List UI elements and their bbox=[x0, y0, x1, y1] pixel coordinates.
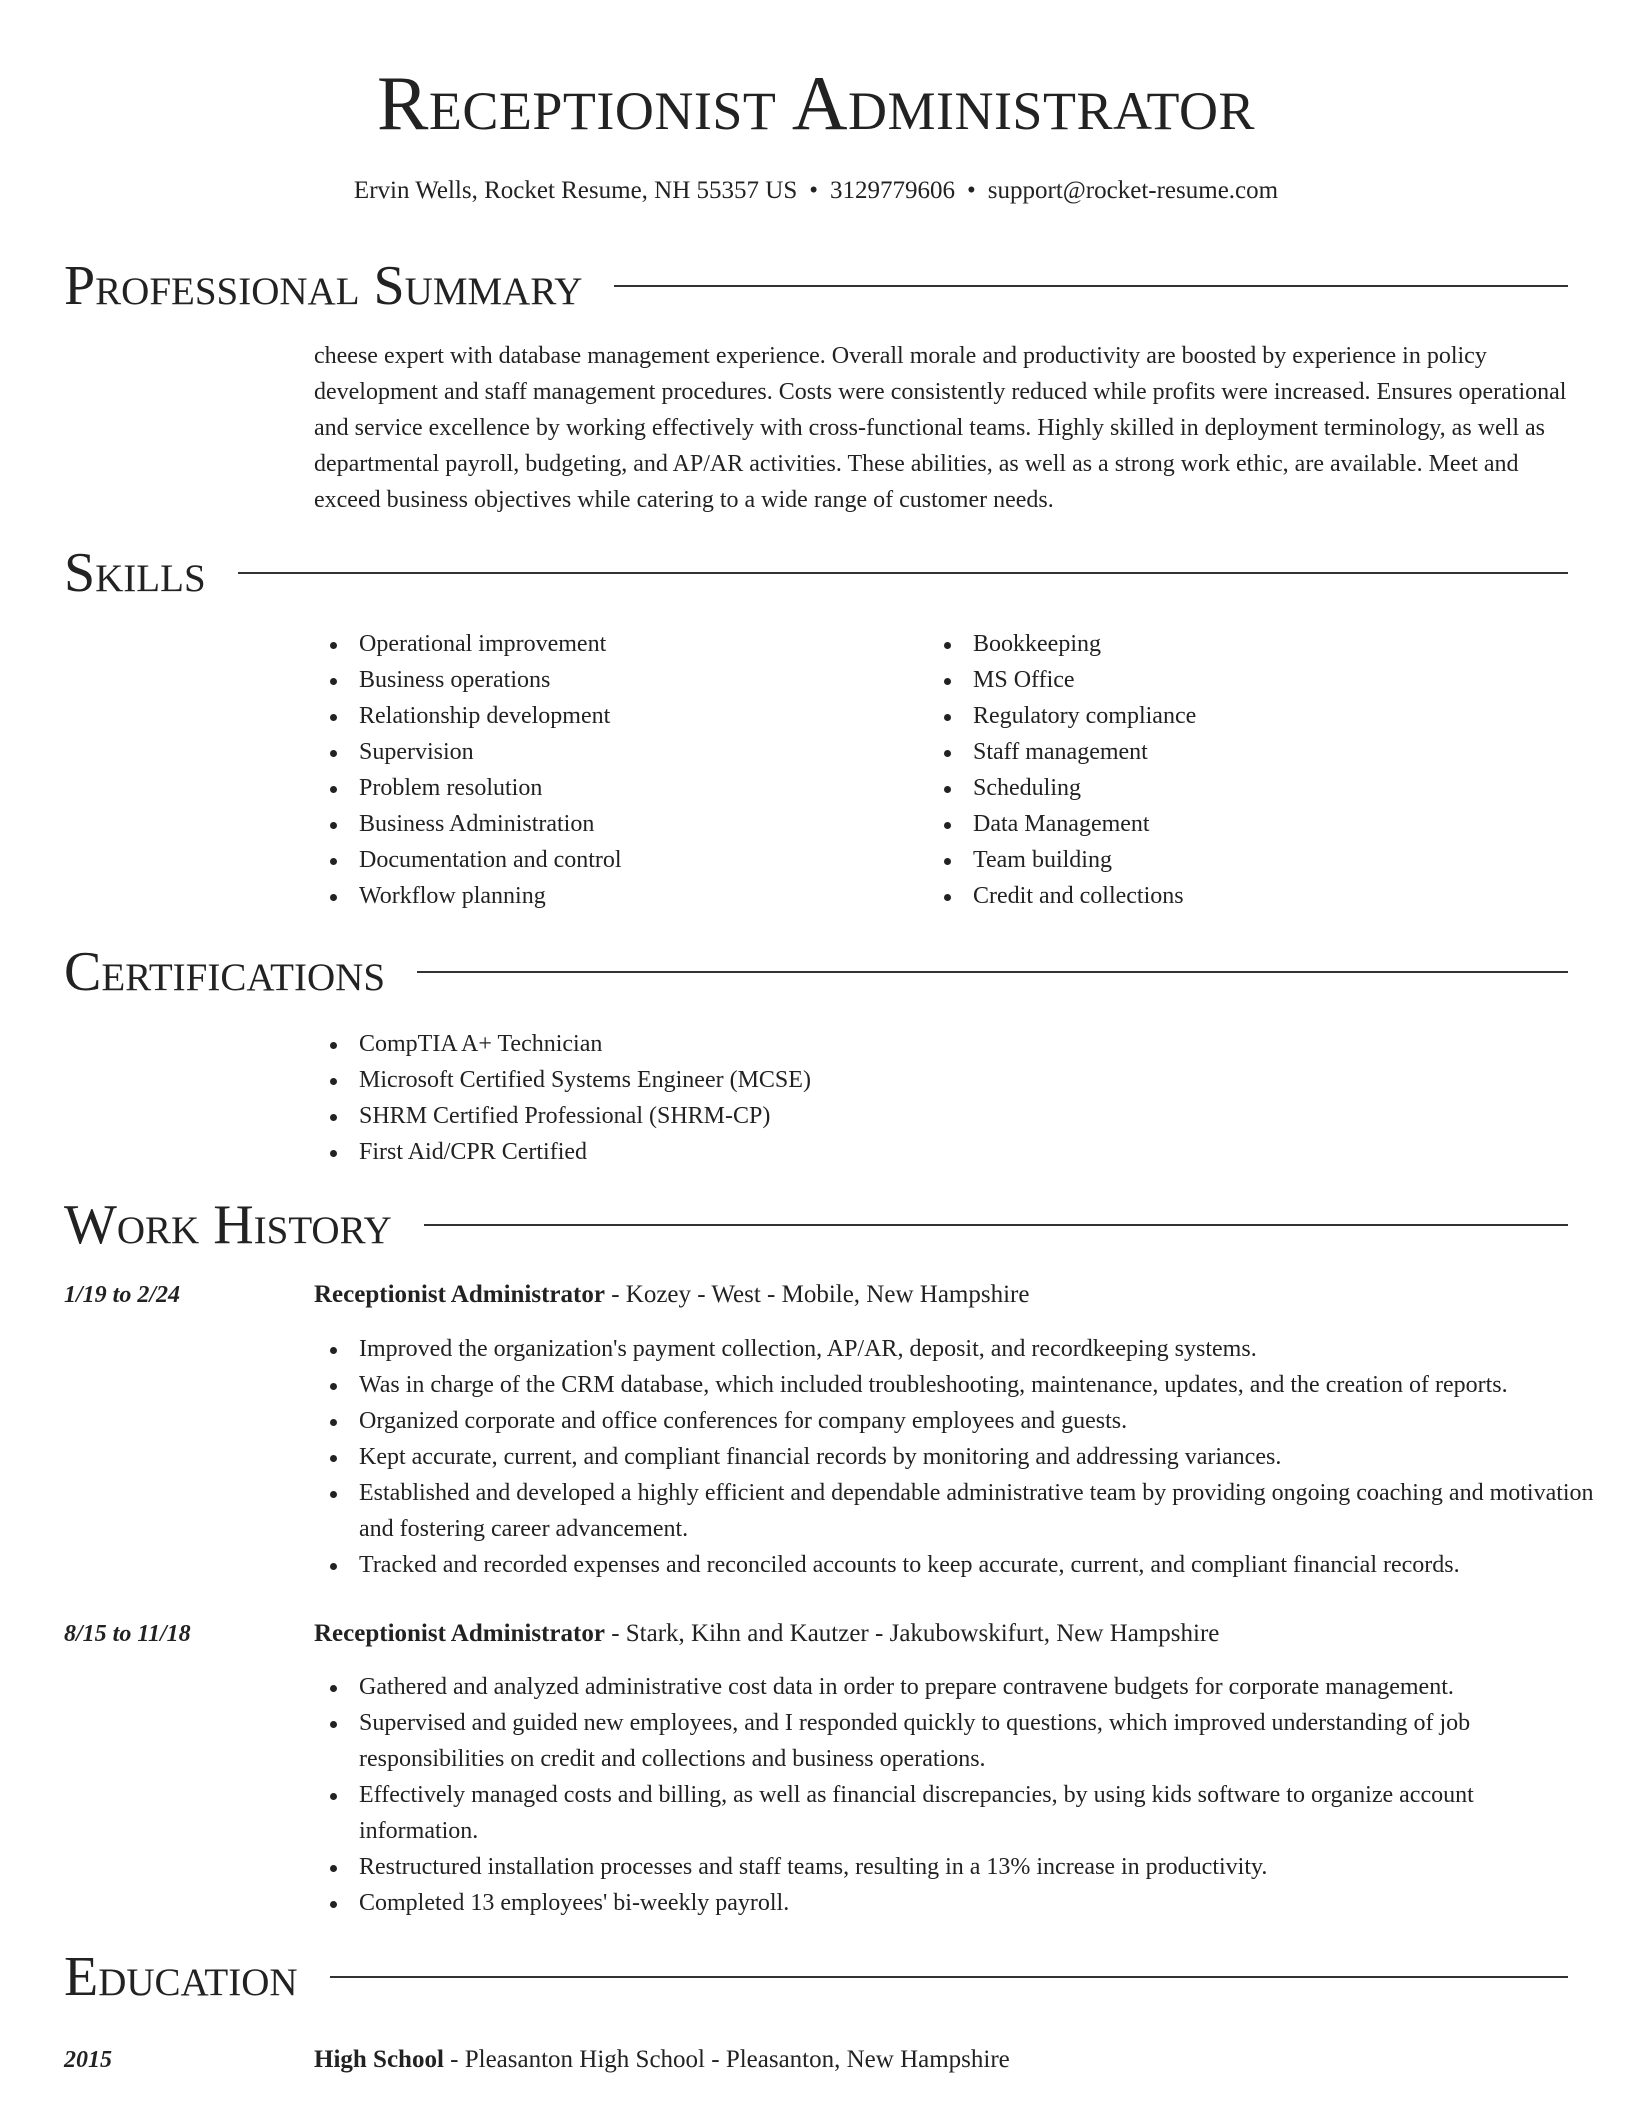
contact-line bbox=[0, 174, 1632, 208]
skill-item: Business Administration bbox=[314, 806, 622, 842]
skill-item: Regulatory compliance bbox=[928, 698, 1196, 734]
candidate-name: Receptionist Administrator bbox=[377, 60, 1255, 146]
job-bullet-item: Effectively managed costs and billing, as well as financial discrepancies, by using kids software to organize account information. bbox=[314, 1777, 1594, 1849]
contact-address: Ervin Wells, Rocket Resume, NH 55357 US bbox=[353, 177, 798, 204]
job-bullet-item: Improved the organization's payment collection, AP/AR, deposit, and recordkeeping systems. bbox=[314, 1331, 1594, 1367]
education-date: 2015 bbox=[64, 2047, 112, 2073]
skills-list-right bbox=[928, 626, 1196, 914]
skills-column-left bbox=[314, 626, 622, 914]
summary-text: cheese expert with database management experience. Overall morale and productivity are boosted by experience in policy development and staff management procedures. Costs were consistently reduced while profits were increased. Ensures operational and service excellence by working effectively with cross-functional teams. Highly skilled in deployment terminology, as well as departmental payroll, budgeting, and AP/AR activities. These abilities, as well as a strong work ethic, are available. Meet and exceed business objectives while catering to a wide range of customer needs. bbox=[314, 343, 1567, 513]
skill-item: Workflow planning bbox=[314, 878, 622, 914]
skills-column-right bbox=[928, 626, 1196, 914]
job-bullet-item: Completed 13 employees' bi-weekly payroll. bbox=[314, 1885, 1594, 1921]
job-role: Receptionist Administrator bbox=[314, 1620, 605, 1647]
job-bullets-block bbox=[314, 1331, 1594, 1583]
contact-separator: • bbox=[967, 177, 976, 204]
education-degree: High School bbox=[314, 2046, 444, 2073]
skills-list-left bbox=[314, 626, 622, 914]
skill-item: Bookkeeping bbox=[928, 626, 1196, 662]
job-title-line bbox=[314, 1278, 1029, 1312]
section-divider bbox=[614, 285, 1568, 287]
skill-item: Data Management bbox=[928, 806, 1196, 842]
job-bullet-item: Established and developed a highly efficient and dependable administrative team by providing ongoing coaching and motivation and fostering career advancement. bbox=[314, 1475, 1594, 1547]
section-divider bbox=[417, 971, 1568, 973]
skill-item: Supervision bbox=[314, 734, 622, 770]
summary-section-header bbox=[64, 251, 1568, 321]
section-divider bbox=[424, 1224, 1568, 1226]
job-bullet-list bbox=[314, 1669, 1594, 1921]
contact-separator: • bbox=[809, 177, 819, 204]
certifications-list bbox=[314, 1026, 811, 1170]
job-bullet-item: Supervised and guided new employees, and I responded quickly to questions, which improved understanding of job responsibilities on credit and collections and business operations. bbox=[314, 1705, 1594, 1777]
skill-item: Documentation and control bbox=[314, 842, 622, 878]
certifications-section-title: Certifications bbox=[64, 941, 386, 1003]
skills-section-title: Skills bbox=[64, 542, 206, 604]
job-bullet-item: Tracked and recorded expenses and reconciled accounts to keep accurate, current, and compliant financial records. bbox=[314, 1547, 1594, 1583]
certification-item: Microsoft Certified Systems Engineer (MCSE) bbox=[314, 1062, 811, 1098]
skill-item: Operational improvement bbox=[314, 626, 622, 662]
skill-item: Business operations bbox=[314, 662, 622, 698]
job-employer: - Stark, Kihn and Kautzer - Jakubowskifurt, New Hampshire bbox=[604, 1620, 1220, 1647]
skill-item: Problem resolution bbox=[314, 770, 622, 806]
certification-item: CompTIA A+ Technician bbox=[314, 1026, 811, 1062]
summary-section-title: Professional Summary bbox=[64, 255, 583, 317]
contact-phone: 3129779606 bbox=[830, 177, 956, 204]
work-section-title: Work History bbox=[64, 1194, 392, 1256]
education-line bbox=[314, 2043, 1010, 2077]
job-bullet-item: Was in charge of the CRM database, which included troubleshooting, maintenance, updates, and the creation of reports. bbox=[314, 1367, 1594, 1403]
job-employer: - Kozey - West - Mobile, New Hampshire bbox=[604, 1281, 1030, 1308]
skill-item: Relationship development bbox=[314, 698, 622, 734]
certification-item: SHRM Certified Professional (SHRM-CP) bbox=[314, 1098, 811, 1134]
skill-item: Team building bbox=[928, 842, 1196, 878]
job-bullet-item: Organized corporate and office conferences for company employees and guests. bbox=[314, 1403, 1594, 1439]
job-bullet-item: Restructured installation processes and staff teams, resulting in a 13% increase in productivity. bbox=[314, 1849, 1594, 1885]
job-bullet-item: Kept accurate, current, and compliant financial records by monitoring and addressing variances. bbox=[314, 1439, 1594, 1475]
skill-item: MS Office bbox=[928, 662, 1196, 698]
certification-item: First Aid/CPR Certified bbox=[314, 1134, 811, 1170]
section-divider bbox=[238, 572, 1568, 574]
education-section-title: Education bbox=[64, 1946, 298, 2008]
skill-item: Scheduling bbox=[928, 770, 1196, 806]
skills-section-header bbox=[64, 538, 1568, 608]
certifications-block bbox=[314, 1026, 811, 1170]
job-bullet-list bbox=[314, 1331, 1594, 1583]
certifications-section-header bbox=[64, 937, 1568, 1007]
job-bullets-block bbox=[314, 1669, 1594, 1921]
contact-email: support@rocket-resume.com bbox=[987, 177, 1279, 204]
skill-item: Staff management bbox=[928, 734, 1196, 770]
education-section-header bbox=[64, 1942, 1568, 2012]
job-dates: 1/19 to 2/24 bbox=[64, 1282, 181, 1308]
skill-item: Credit and collections bbox=[928, 878, 1196, 914]
job-title-line bbox=[314, 1617, 1219, 1651]
job-role: Receptionist Administrator bbox=[314, 1281, 605, 1308]
section-divider bbox=[330, 1976, 1568, 1978]
job-dates: 8/15 to 11/18 bbox=[64, 1621, 191, 1647]
work-section-header bbox=[64, 1190, 1568, 1260]
education-school: - Pleasanton High School - Pleasanton, New Hampshire bbox=[443, 2046, 1010, 2073]
job-bullet-item: Gathered and analyzed administrative cost data in order to prepare contravene budgets for corporate management. bbox=[314, 1669, 1594, 1705]
